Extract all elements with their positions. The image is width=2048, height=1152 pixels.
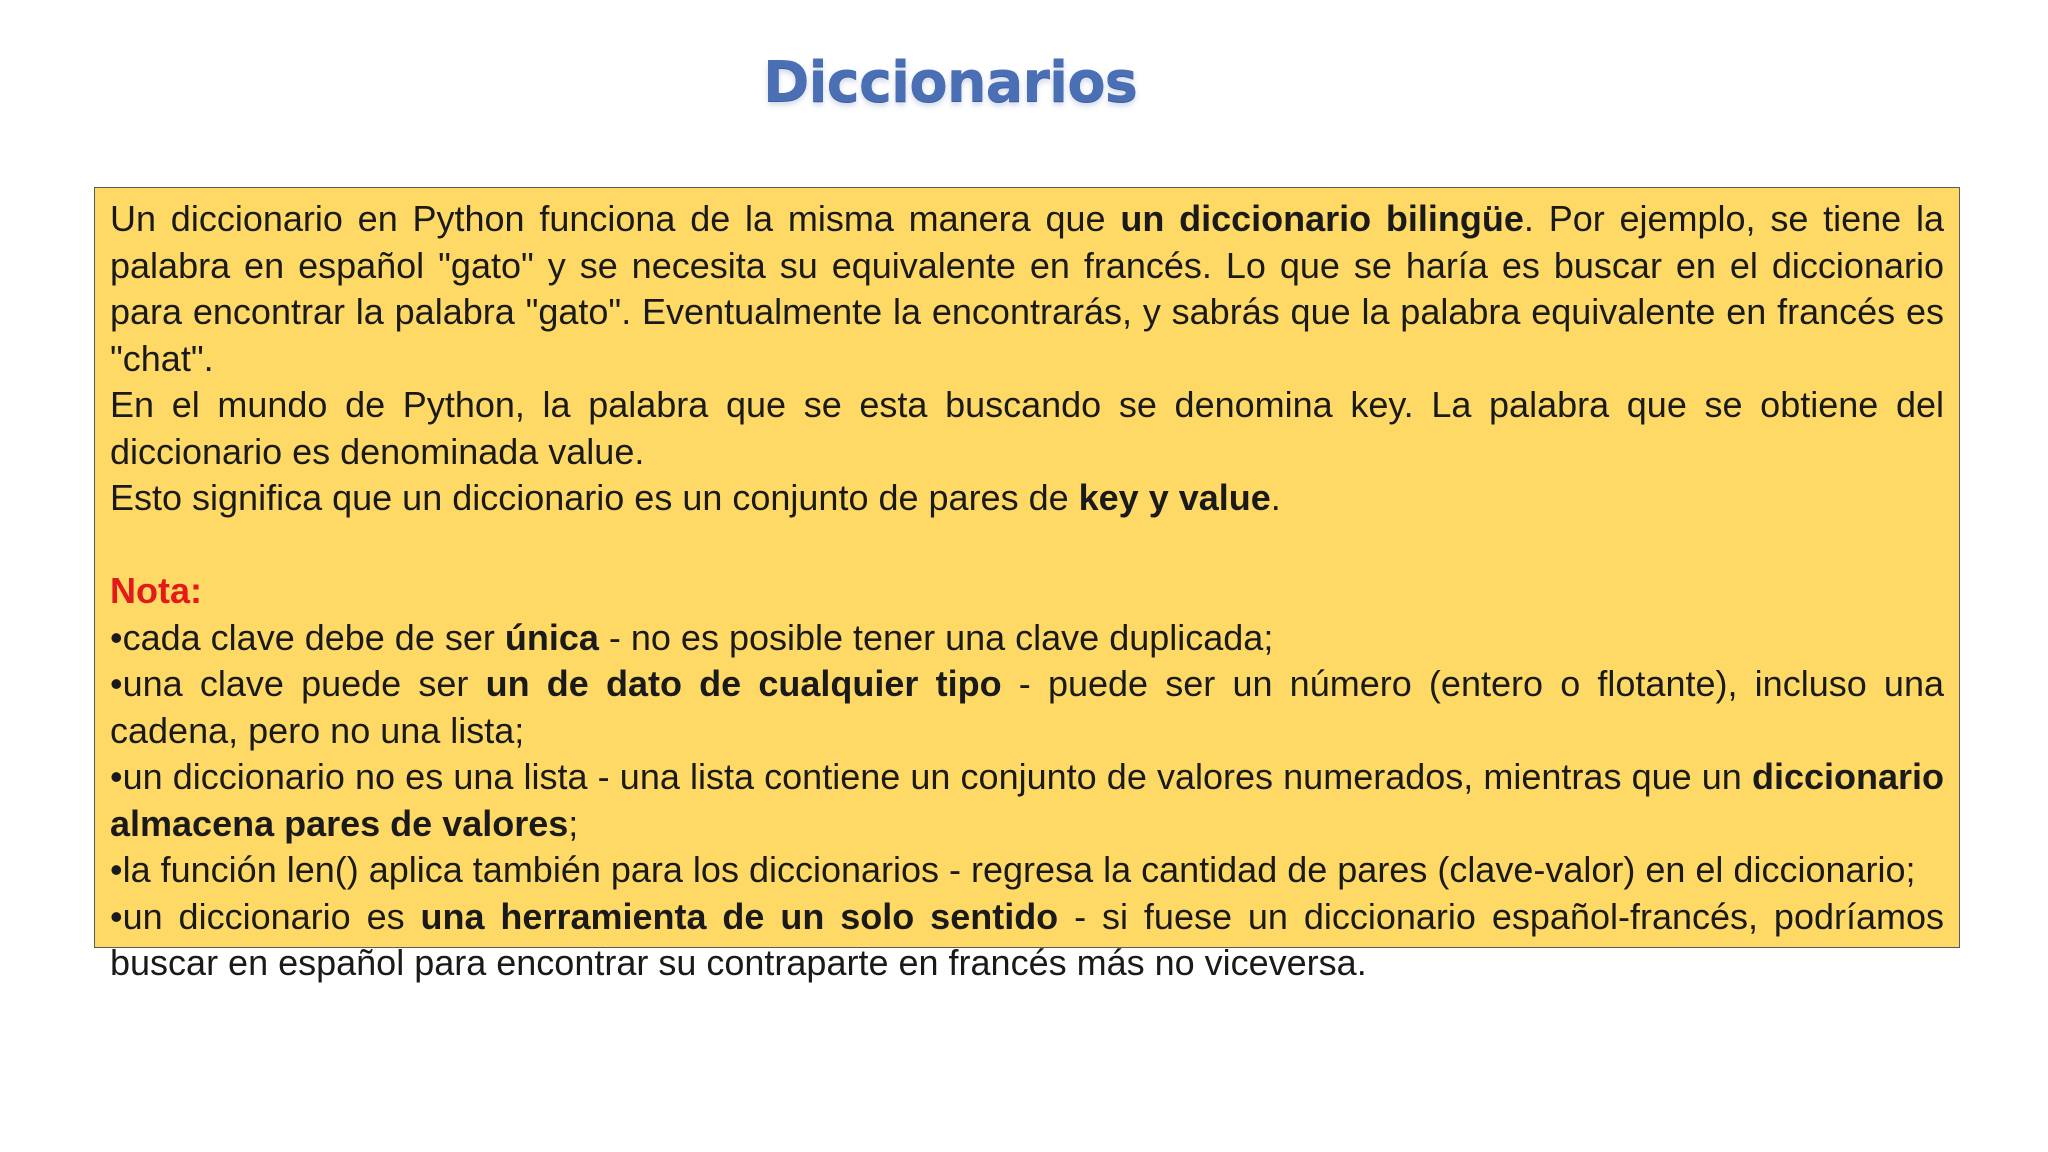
slide-title: Diccionarios [762,50,1137,115]
intro-paragraph-3 [110,475,1944,522]
note-text: - si fuese un diccionario español-francés, podríamos buscar en español para encontrar su contraparte en francés más no viceversa. [110,895,1945,983]
note-text: •una clave puede ser [110,663,486,704]
note-label: Nota: [110,570,202,611]
intro-text: Esto significa que un diccionario es un conjunto de pares de [110,477,1079,518]
note-item [110,847,1944,894]
intro-text: Un diccionario en Python funciona de la misma manera que [110,198,1121,239]
note-bold: una herramienta de un solo sentido [420,895,1059,937]
note-bold: diccionario almacena pares de valores [110,756,1944,844]
note-item [110,615,1944,662]
note-text: - puede ser un número (entero o flotante), incluso una cadena, pero no una lista; [110,663,1944,751]
note-bold: única [504,616,599,658]
note-text: ; [568,802,579,844]
note-text: •un diccionario es [110,895,421,937]
note-text: - no es posible tener una clave duplicada; [598,616,1274,658]
intro-bold: un diccionario bilingüe [1120,198,1524,239]
intro-bold: key y value [1078,477,1271,518]
note-text: •un diccionario no es una lista - una lista contiene un conjunto de valores numerados, mientras que un [110,756,1752,797]
intro-paragraph-1 [110,196,1944,382]
intro-text: . Por ejemplo, se tiene la palabra en español "gato" y se necesita su equivalente en francés. Lo que se haría es buscar en el diccionario para encontrar la palabra "gato". Eventualmente la encontrarás, y sabrás que la palabra equivalente en francés es "chat". [110,198,1945,379]
spacer [110,522,1944,569]
note-item [110,661,1944,754]
intro-text: . [1270,477,1281,518]
intro-paragraph-2 [110,382,1944,475]
note-text: •cada clave debe de ser [110,616,505,658]
intro-text: En el mundo de Python, la palabra que se esta buscando se denomina key. La palabra que se obtiene del diccionario es denominada value. [110,384,1944,472]
note-bold: un de dato de cualquier tipo [485,663,1002,704]
note-item [110,754,1944,847]
slide-body [110,196,1944,987]
note-text: •la función len() aplica también para los diccionarios - regresa la cantidad de pares (clave-valor) en el diccionario; [110,849,1916,890]
note-item [110,894,1944,987]
